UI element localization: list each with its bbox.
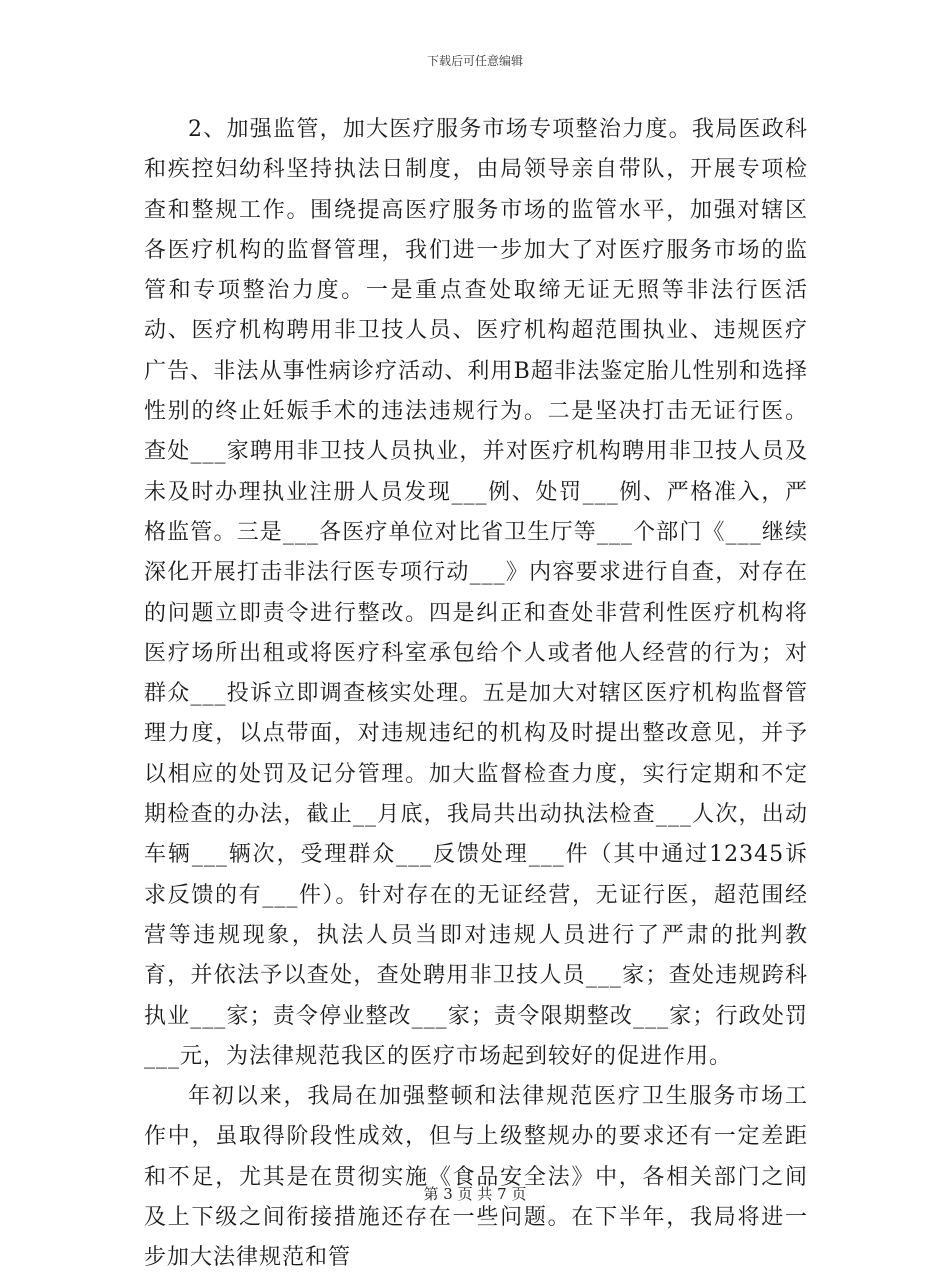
page-number: 第 3 页 共 7 页 bbox=[423, 1185, 527, 1203]
paragraph-supervision: 2、加强监管，加大医疗服务市场专项整治力度。我局医政科和疾控妇幼科坚持执法日制度，由局领导亲自带队，开展专项检查和整规工作。围绕提高医疗服务市场的监管水平，加强对辖区各医疗机构的监督管理，我们进一步加大了对医疗服务市场的监管和专项整治力度。一是重点查处取缔无证无照等非法行医活动、医疗机构聘用非卫技人员、医疗机构超范围执业、违规医疗广告、非法从事性病诊疗活动、利用B超非法鉴定胎儿性别和选择性别的终止妊娠手术的违法违规行为。二是坚决打击无证行医。查处___家聘用非卫技人员执业，并对医疗机构聘用非卫技人员及未及时办理执业注册人员发现___例、处罚___例、严格准入，严格监管。三是___各医疗单位对比省卫生厅等___个部门《___继续深化开展打击非法行医专项行动___》内容要求进行自查，对存在的问题立即责令进行整改。四是纠正和查处非营利性医疗机构将医疗场所出租或将医疗科室承包给个人或者他人经营的行为；对群众___投诉立即调查核实处理。五是加大对辖区医疗机构监督管理力度，以点带面，对违规违纪的机构及时提出整改意见，并予以相应的处罚及记分管理。加大监督检查力度，实行定期和不定期检查的办法，截止__月底，我局共出动执法检查___人次，出动车辆___辆次，受理群众___反馈处理___件（其中通过12345诉求反馈的有___件）。针对存在的无证经营，无证行医，超范围经营等违规现象，执法人员当即对违规人员进行了严肃的批判教育，并依法予以查处，查处聘用非卫技人员___家；查处违规跨科执业___家；责令停业整改___家；责令限期整改___家；行政处罚___元，为法律规范我区的医疗市场起到较好的促进作用。 bbox=[144, 117, 808, 1069]
page-header-note: 下载后可任意编辑 bbox=[426, 54, 523, 68]
paragraph-summary: 年初以来，我局在加强整顿和法律规范医疗卫生服务市场工作中，虽取得阶段性成效，但与上级整规办的要求还有一定差距和不足，尤其是在贯彻实施《食品安全法》中，各相关部门之间及上下级之间衔接措施还存在一些问题。在下半年，我局将进一步加大法律规范和管 bbox=[144, 1084, 808, 1271]
document-body bbox=[144, 110, 808, 1279]
